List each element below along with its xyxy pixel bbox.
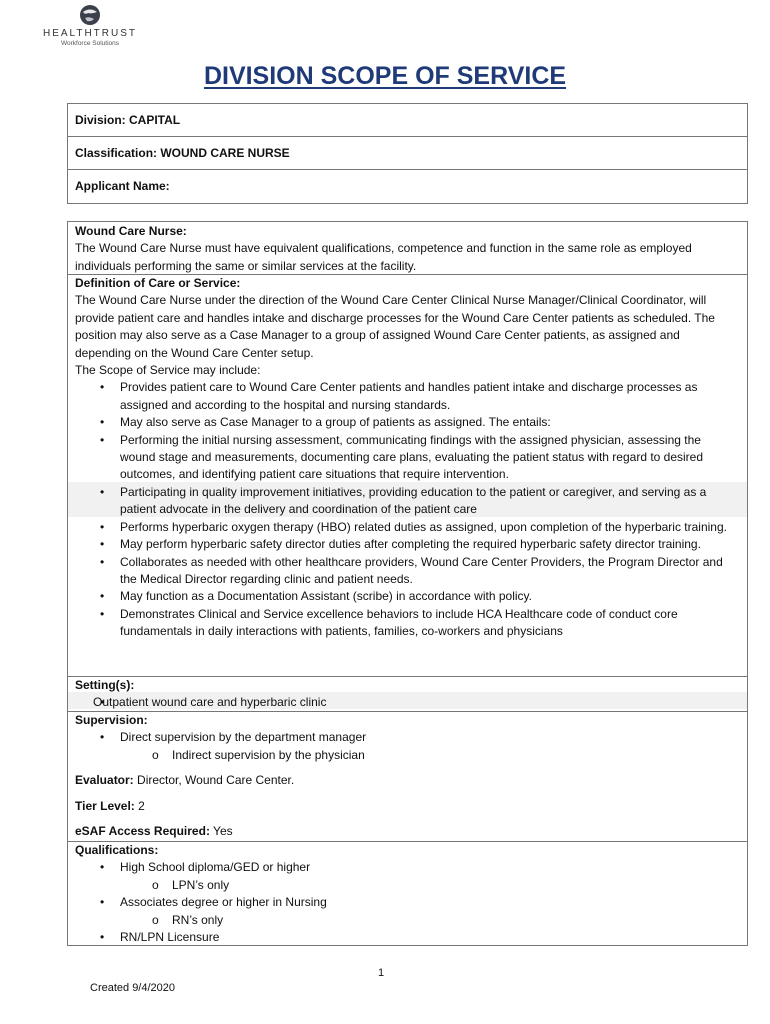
list-item: • Demonstrates Clinical and Service excellence behaviors to include HCA Healthcare code of conduct core fundamentals in daily interactions with patients, families, co-workers and physicians <box>75 606 739 641</box>
sub-list-item: o Indirect supervision by the physician <box>75 747 739 764</box>
esaf-line <box>75 823 739 840</box>
supervision-heading: Supervision: <box>75 713 148 727</box>
list-item: • Performs hyperbaric oxygen therapy (HBO) related duties as assigned, upon completion of the hyperbaric training. <box>75 519 739 536</box>
esaf-value: Yes <box>209 824 233 839</box>
classification-row: Classification: WOUND CARE NURSE <box>68 137 747 170</box>
logo <box>40 4 140 47</box>
header-table <box>67 103 748 204</box>
role-heading: Wound Care Nurse: <box>75 224 187 238</box>
page-number: 1 <box>378 967 385 979</box>
list-item: • May also serve as Case Manager to a group of patients as assigned. The entails: <box>75 414 739 431</box>
list-item: • Outpatient wound care and hyperbaric clinic <box>75 694 739 711</box>
division-row: Division: CAPITAL <box>68 104 747 137</box>
list-item: • May function as a Documentation Assistant (scribe) in accordance with policy. <box>75 588 739 605</box>
list-item: • Performing the initial nursing assessment, communicating findings with the assigned physician, assessing the wound stage and measurements, documenting care plans, evaluating the patient status with regard to desired outcomes, and identifying patient care situations that require intervention. <box>75 432 739 484</box>
globe-logo-icon <box>79 4 101 26</box>
role-section <box>68 223 747 275</box>
created-date: Created 9/4/2020 <box>90 982 176 994</box>
list-item: • Provides patient care to Wound Care Center patients and handles patient intake and discharge processes as assigned and according to the hospital and nursing standards. <box>75 379 739 414</box>
settings-section <box>68 677 747 712</box>
evaluator-label: Evaluator: <box>75 773 134 788</box>
tier-value: 2 <box>134 798 145 813</box>
tier-line <box>75 798 739 815</box>
definition-section <box>68 275 747 641</box>
list-item: • RN/LPN Licensure <box>75 929 739 946</box>
logo-name: HEALTHTRUST <box>42 28 138 39</box>
tier-label: Tier Level: <box>75 798 135 813</box>
settings-list <box>75 694 739 711</box>
supervision-section <box>68 712 747 840</box>
settings-heading: Setting(s): <box>75 678 135 692</box>
definition-text: The Wound Care Nurse under the direction of the Wound Care Center Clinical Nurse Manager/Clinical Coordinator, will provide patient care and handles intake and discharge processes for the Wound Care Center patients as scheduled. The position may also serve as a Case Manager to a group of assigned Wound Care Center patients, as assigned and depending on the Wound Care Center setup. <box>75 293 715 360</box>
scope-table <box>67 221 748 946</box>
list-item: • Direct supervision by the department manager <box>75 729 739 746</box>
list-item: • Associates degree or higher in Nursing <box>75 894 739 911</box>
role-text: The Wound Care Nurse must have equivalent qualifications, competence and function in the same role as employed individuals performing the same or similar services at the facility. <box>75 241 692 273</box>
esaf-label: eSAF Access Required: <box>75 824 210 839</box>
sub-list-item: o RN’s only <box>75 912 739 929</box>
evaluator-line <box>75 772 739 789</box>
applicant-name-row: Applicant Name: <box>75 179 170 193</box>
supervision-list <box>75 729 739 764</box>
scope-list <box>75 379 739 640</box>
qualifications-heading: Qualifications: <box>75 843 159 857</box>
definition-heading: Definition of Care or Service: <box>75 276 241 290</box>
page-title: DIVISION SCOPE OF SERVICE <box>203 62 567 90</box>
qualifications-list <box>75 859 739 946</box>
evaluator-value: Director, Wound Care Center. <box>133 773 295 788</box>
scope-intro: The Scope of Service may include: <box>75 363 261 378</box>
sub-list-item: o LPN’s only <box>75 877 739 894</box>
list-item: • High School diploma/GED or higher <box>75 859 739 876</box>
list-item: • May perform hyperbaric safety director duties after completing the required hyperbaric safety director training. <box>75 536 739 553</box>
list-item: • Participating in quality improvement initiatives, providing education to the patient or caregiver, and serving as a patient advocate in the delivery and coordination of the patient care <box>75 484 739 519</box>
list-item: • Collaborates as needed with other healthcare providers, Wound Care Center Providers, the Program Director and the Medical Director regarding clinic and patient needs. <box>75 554 739 589</box>
logo-subtitle: Workforce Solutions <box>60 40 120 47</box>
qualifications-section <box>68 842 747 946</box>
